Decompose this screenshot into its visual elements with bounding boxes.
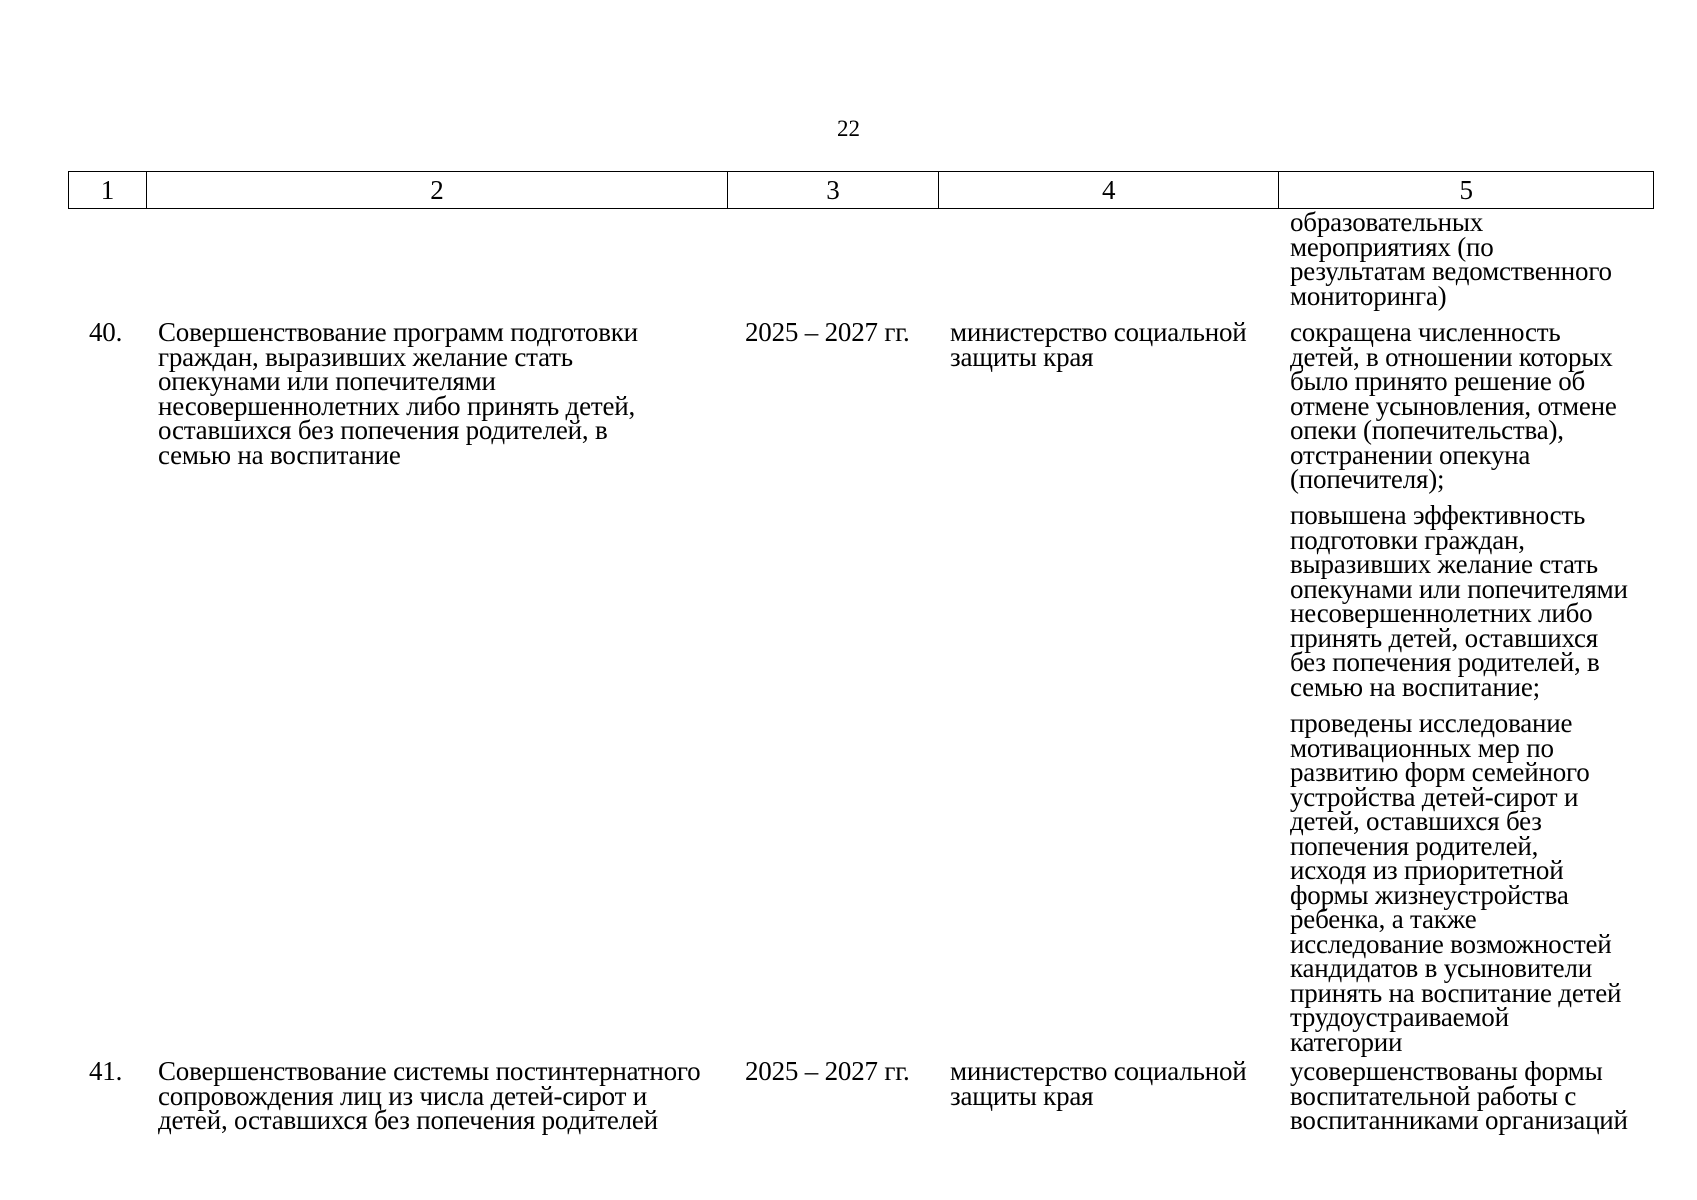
row-number: 40. <box>89 317 123 347</box>
result-cell <box>1290 500 1654 702</box>
measure-cell <box>158 317 718 470</box>
table-header-row <box>68 171 1654 209</box>
result-text: усовершенствованы формы воспитательной работы с воспитанниками организаций <box>1290 1056 1628 1135</box>
header-col-4: 4 <box>939 172 1280 208</box>
header-col-5: 5 <box>1459 174 1473 205</box>
result-cell <box>1290 1056 1654 1135</box>
page-number: 22 <box>837 116 860 141</box>
responsible-cell <box>950 317 1280 372</box>
header-col-2: 2 <box>147 172 728 208</box>
continuation-result-cell <box>1290 207 1654 311</box>
result-cell <box>1290 317 1654 494</box>
measure-cell <box>158 1056 718 1135</box>
result-text: повышена эффективность подготовки граждан, выразивших желание стать опекунами или попечителями несовершеннолетних либо принять детей, оставшихся без попечения родителей, в семью на воспитание; <box>1290 500 1628 702</box>
header-col-3: 3 <box>728 172 939 208</box>
responsible-text: министерство социальной защиты края <box>950 317 1247 372</box>
result-cell <box>1290 708 1654 1057</box>
result-text: сокращена численность детей, в отношении которых было принято решение об отмене усыновления, отмене опеки (попечительства), отстранении опекуна (попечителя); <box>1290 317 1617 494</box>
period-cell: 2025 – 2027 гг. <box>745 317 910 347</box>
measure-text: Совершенствование системы постинтернатного сопровождения лиц из числа детей-сирот и детей, оставшихся без попечения родителей <box>158 1056 701 1135</box>
measure-text: Совершенствование программ подготовки граждан, выразивших желание стать опекунами или попечителями несовершеннолетних либо принять детей, оставшихся без попечения родителей, в семью на воспитание <box>158 317 638 470</box>
result-text: проведены исследование мотивационных мер по развитию форм семейного устройства детей-сирот и детей, оставшихся без попечения родителей, исходя из приоритетной формы жизнеустройства ребенка, а также исследование возможностей кандидатов в усыновители принять на воспитание детей трудоустраиваемой категории <box>1290 708 1622 1057</box>
responsible-cell <box>950 1056 1280 1111</box>
row-number: 41. <box>89 1056 123 1086</box>
responsible-text: министерство социальной защиты края <box>950 1056 1247 1111</box>
header-col-1: 1 <box>69 172 147 208</box>
continuation-result-text: образовательных мероприятиях (по результатам ведомственного мониторинга) <box>1290 207 1612 311</box>
period-cell: 2025 – 2027 гг. <box>745 1056 910 1086</box>
